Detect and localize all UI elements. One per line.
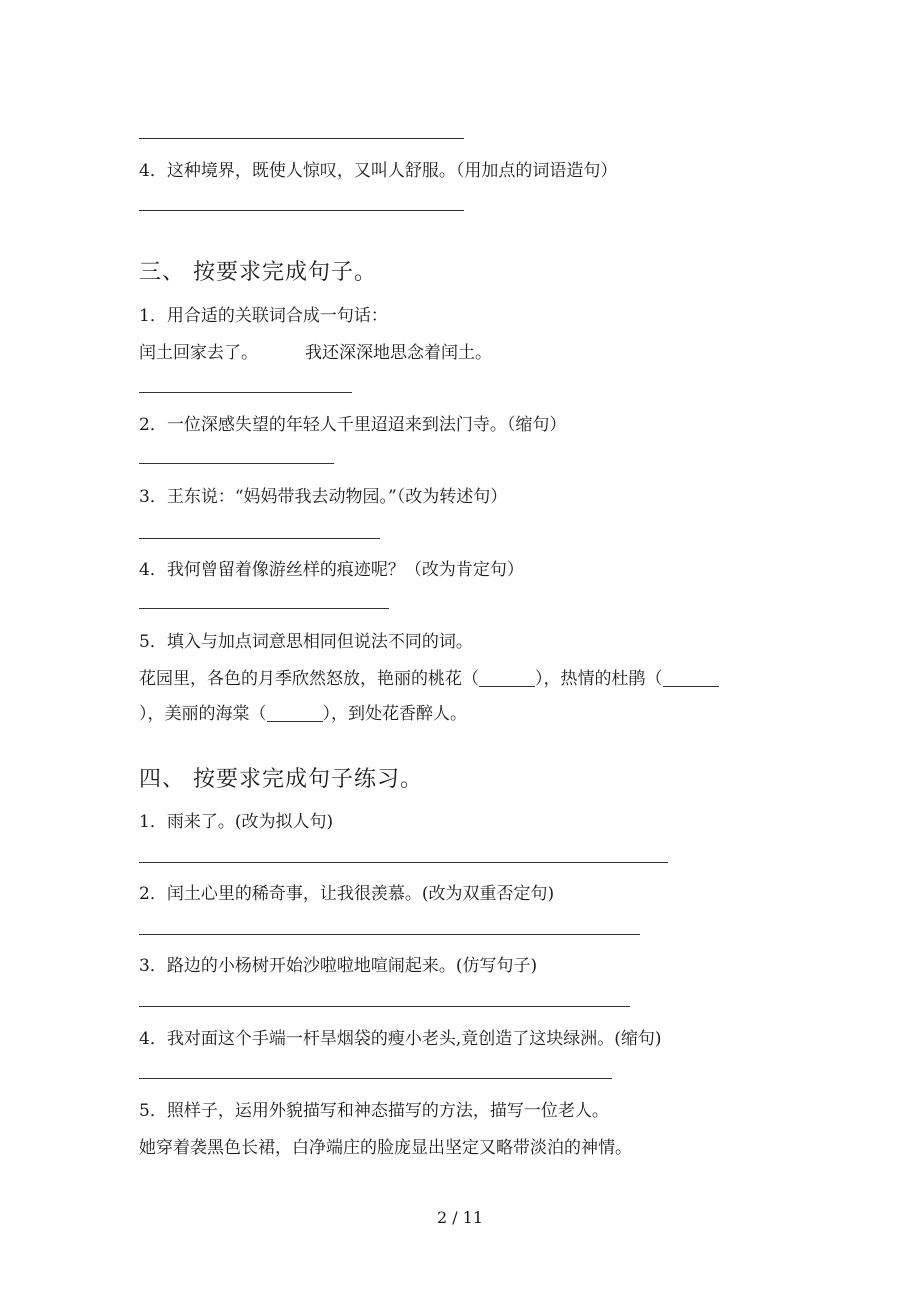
- answer-line[interactable]: [139, 1078, 612, 1079]
- answer-line[interactable]: [139, 934, 640, 935]
- answer-line[interactable]: [139, 210, 464, 211]
- fill-text: 花园里，各色的月季欣然怒放，艳丽的桃花（: [139, 669, 479, 689]
- answer-line[interactable]: [139, 862, 668, 863]
- fill-line-2: [139, 699, 467, 724]
- question-text: 2．一位深感失望的年轻人千里迢迢来到法门寺。（缩句）: [139, 415, 567, 435]
- answer-line[interactable]: [139, 463, 334, 464]
- answer-line[interactable]: [139, 138, 464, 139]
- fill-text: ），美丽的海棠（: [139, 704, 267, 724]
- answer-line[interactable]: [139, 1006, 630, 1007]
- section-heading: 三、 按要求完成句子。: [139, 260, 377, 285]
- answer-line[interactable]: [139, 608, 389, 609]
- question-text: 3．路边的小杨树开始沙啦啦地喧闹起来。(仿写句子): [139, 956, 538, 976]
- question-text: 5．填入与加点词意思相同但说法不同的词。: [139, 632, 473, 652]
- fill-blank[interactable]: [267, 704, 323, 722]
- question-text: 4．这种境界，既使人惊叹，又叫人舒服。（用加点的词语造句）: [139, 161, 618, 181]
- question-text: 3．王东说：“妈妈带我去动物园。”（改为转述句）: [139, 487, 508, 507]
- question-text: 2．闰土心里的稀奇事，让我很羡慕。(改为双重否定句): [139, 884, 555, 904]
- question-text: 1．用合适的关联词合成一句话：: [139, 306, 388, 326]
- fill-line-1: [139, 664, 719, 689]
- section-heading: 四、 按要求完成句子练习。: [139, 767, 423, 792]
- fill-text: ），热情的杜鹃（: [535, 669, 663, 689]
- example-sentence: 她穿着袭黑色长裙，白净端庄的脸庞显出坚定又略带淡泊的神情。: [139, 1138, 632, 1158]
- question-text: 4．我何曾留着像游丝样的痕迹呢？（改为肯定句）: [139, 560, 524, 580]
- fill-blank[interactable]: [479, 669, 535, 687]
- answer-line[interactable]: [139, 538, 380, 539]
- question-text: 1．雨来了。(改为拟人句): [139, 812, 334, 832]
- fill-blank[interactable]: [663, 669, 719, 687]
- page-number: 2 / 11: [436, 1208, 484, 1227]
- fill-text: ），到处花香醉人。: [322, 704, 467, 724]
- question-text: 5．照样子，运用外貌描写和神态描写的方法，描写一位老人。: [139, 1101, 609, 1121]
- answer-line[interactable]: [139, 392, 352, 393]
- question-text: 4．我对面这个手端一杆旱烟袋的瘦小老头,竟创造了这块绿洲。(缩句): [139, 1029, 662, 1049]
- sentence-b: 我还深深地思念着闰土。: [305, 343, 492, 363]
- sentence-a: 闰土回家去了。: [139, 343, 258, 363]
